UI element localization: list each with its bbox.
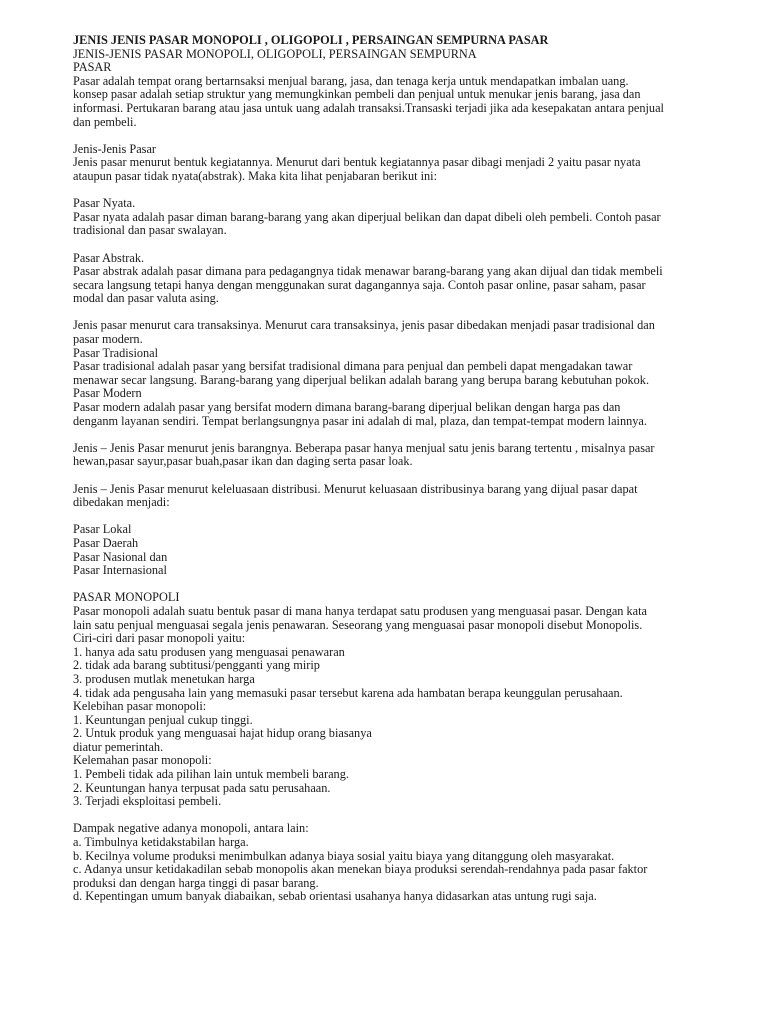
- text-line: Pasar Modern: [73, 386, 142, 401]
- text-line: PASAR: [73, 60, 112, 75]
- paragraph-gap: [73, 428, 709, 442]
- text-line: Pasar tradisional adalah pasar yang bersifat tradisional dimana para penjual dan pembeli dapat mengadakan tawar: [73, 359, 633, 374]
- paragraph: [73, 252, 709, 306]
- text-line: 3. Terjadi eksploitasi pembeli.: [73, 794, 222, 809]
- text-line: dibedakan menjadi:: [73, 495, 170, 510]
- paragraph: [73, 523, 709, 577]
- paragraph: [73, 197, 709, 238]
- paragraph: [73, 48, 709, 130]
- text-line: konsep pasar adalah setiap struktur yang memungkinkan pembeli dan penjual untuk menukar jenis barang, jasa dan: [73, 87, 641, 102]
- paragraph-gap: [73, 809, 709, 823]
- text-line: b. Kecilnya volume produksi menimbulkan adanya biaya sosial yaitu biaya yang ditanggung oleh masyarakat.: [73, 848, 615, 863]
- paragraph-gap: [73, 184, 709, 198]
- text-line: Pasar Nyata.: [73, 196, 136, 211]
- text-line: Pasar monopoli adalah suatu bentuk pasar di mana hanya terdapat satu produsen yang menguasai pasar. Dengan kata: [73, 603, 648, 618]
- text-line: JENIS-JENIS PASAR MONOPOLI, OLIGOPOLI, PERSAINGAN SEMPURNA: [73, 46, 477, 61]
- paragraph-gap: [73, 238, 709, 252]
- paragraph-gap: [73, 469, 709, 483]
- text-line: PASAR MONOPOLI: [73, 590, 180, 605]
- text-line: menawar secar langsung. Barang-barang yang diperjual belikan adalah barang yang berupa barang kebutuhan pokok.: [73, 372, 650, 387]
- text-line: tradisional dan pasar swalayan.: [73, 223, 227, 238]
- text-line: Jenis – Jenis Pasar menurut jenis barangnya. Beberapa pasar hanya menjual satu jenis barang tertentu , misalnya pasar: [73, 440, 655, 455]
- text-line: Pasar Internasional: [73, 563, 167, 578]
- text-line: 2. Untuk produk yang menguasai hajat hidup orang biasanya: [73, 726, 372, 741]
- paragraph: [73, 483, 709, 510]
- text-line: 2. tidak ada barang subtitusi/pengganti yang mirip: [73, 658, 320, 673]
- text-line: dan pembeli.: [73, 114, 137, 129]
- text-line: Dampak negative adanya monopoli, antara lain:: [73, 821, 309, 836]
- paragraph-gap: [73, 578, 709, 592]
- document-body: [73, 48, 709, 904]
- text-line: denganm layanan sendiri. Tempat berlangsungnya pasar ini adalah di mal, plaza, dan tempat-tempat modern lainnya.: [73, 413, 647, 428]
- text-line: Ciri-ciri dari pasar monopoli yaitu:: [73, 631, 246, 646]
- text-line: Kelebihan pasar monopoli:: [73, 699, 207, 714]
- text-line: d. Kepentingan umum banyak diabaikan, sebab orientasi usahanya hanya didasarkan atas untung rugi saja.: [73, 889, 597, 904]
- document-title: JENIS JENIS PASAR MONOPOLI , OLIGOPOLI , PERSAINGAN SEMPURNA PASAR: [73, 33, 549, 47]
- text-line: Kelemahan pasar monopoli:: [73, 753, 212, 768]
- text-line: lain satu penjual menguasai segala jenis penawaran. Seseorang yang menguasai pasar monopoli disebut Monopolis.: [73, 617, 643, 632]
- text-line: Jenis pasar menurut bentuk kegiatannya. Menurut dari bentuk kegiatannya pasar dibagi menjadi 2 yaitu pasar nyata: [73, 155, 641, 170]
- text-line: 3. produsen mutlak menetukan harga: [73, 671, 255, 686]
- paragraph: [73, 591, 709, 809]
- paragraph: [73, 822, 709, 904]
- text-line: a. Timbulnya ketidakstabilan harga.: [73, 835, 249, 850]
- paragraph: [73, 442, 709, 469]
- text-line: 1. hanya ada satu produsen yang menguasai penawaran: [73, 644, 345, 659]
- text-line: Pasar nyata adalah pasar diman barang-barang yang akan diperjual belikan dan dapat dibeli oleh pembeli. Contoh pasar: [73, 209, 661, 224]
- text-line: Pasar Lokal: [73, 522, 132, 537]
- text-line: Pasar abstrak adalah pasar dimana para pedagangnya tidak menawar barang-barang yang akan dijual dan tidak membeli: [73, 264, 663, 279]
- text-line: diatur pemerintah.: [73, 739, 164, 754]
- paragraph-gap: [73, 306, 709, 320]
- paragraph: [73, 319, 709, 428]
- text-line: informasi. Pertukaran barang atau jasa untuk uang adalah transaksi.Transaski terjadi jika ada kesepakatan antara penjual: [73, 100, 664, 115]
- text-line: Pasar modern adalah pasar yang bersifat modern dimana barang-barang diperjual belikan dengan harga pas dan: [73, 400, 621, 415]
- text-line: 4. tidak ada pengusaha lain yang memasuki pasar tersebut karena ada hambatan berapa keunggulan perusahaan.: [73, 685, 623, 700]
- paragraph: [73, 143, 709, 184]
- paragraph-gap: [73, 129, 709, 143]
- text-line: Jenis – Jenis Pasar menurut keleluasaan distribusi. Menurut keluasaan distribusinya barang yang dijual pasar dapat: [73, 481, 638, 496]
- text-line: Jenis-Jenis Pasar: [73, 141, 156, 156]
- text-line: hewan,pasar sayur,pasar buah,pasar ikan dan daging serta pasar loak.: [73, 454, 413, 469]
- document-page: [73, 34, 709, 904]
- text-line: secara langsung tetapi hanya dengan menggunakan surat dagangannya saja. Contoh pasar online, pasar saham, pasar: [73, 277, 646, 292]
- text-line: 1. Pembeli tidak ada pilihan lain untuk membeli barang.: [73, 767, 349, 782]
- text-line: ataupun pasar tidak nyata(abstrak). Maka kita lihat penjabaran berikut ini:: [73, 168, 437, 183]
- text-line: pasar modern.: [73, 332, 143, 347]
- text-line: Pasar Tradisional: [73, 345, 159, 360]
- text-line: Pasar Nasional dan: [73, 549, 168, 564]
- text-line: modal dan pasar valuta asing.: [73, 291, 219, 306]
- text-line: Pasar Abstrak.: [73, 250, 145, 265]
- text-line: Jenis pasar menurut cara transaksinya. Menurut cara transaksinya, jenis pasar dibedakan menjadi pasar tradisional dan: [73, 318, 655, 333]
- paragraph-gap: [73, 510, 709, 524]
- text-line: 2. Keuntungan hanya terpusat pada satu perusahaan.: [73, 780, 331, 795]
- text-line: c. Adanya unsur ketidakadilan sebab monopolis akan menekan biaya produksi serendah-rendahnya pada pasar faktor: [73, 862, 648, 877]
- text-line: produksi dan dengan harga tinggi di pasar barang.: [73, 875, 319, 890]
- text-line: 1. Keuntungan penjual cukup tinggi.: [73, 712, 253, 727]
- text-line: Pasar Daerah: [73, 535, 139, 550]
- text-line: Pasar adalah tempat orang bertarnsaksi menjual barang, jasa, dan tenaga kerja untuk mendapatkan imbalan uang.: [73, 73, 629, 88]
